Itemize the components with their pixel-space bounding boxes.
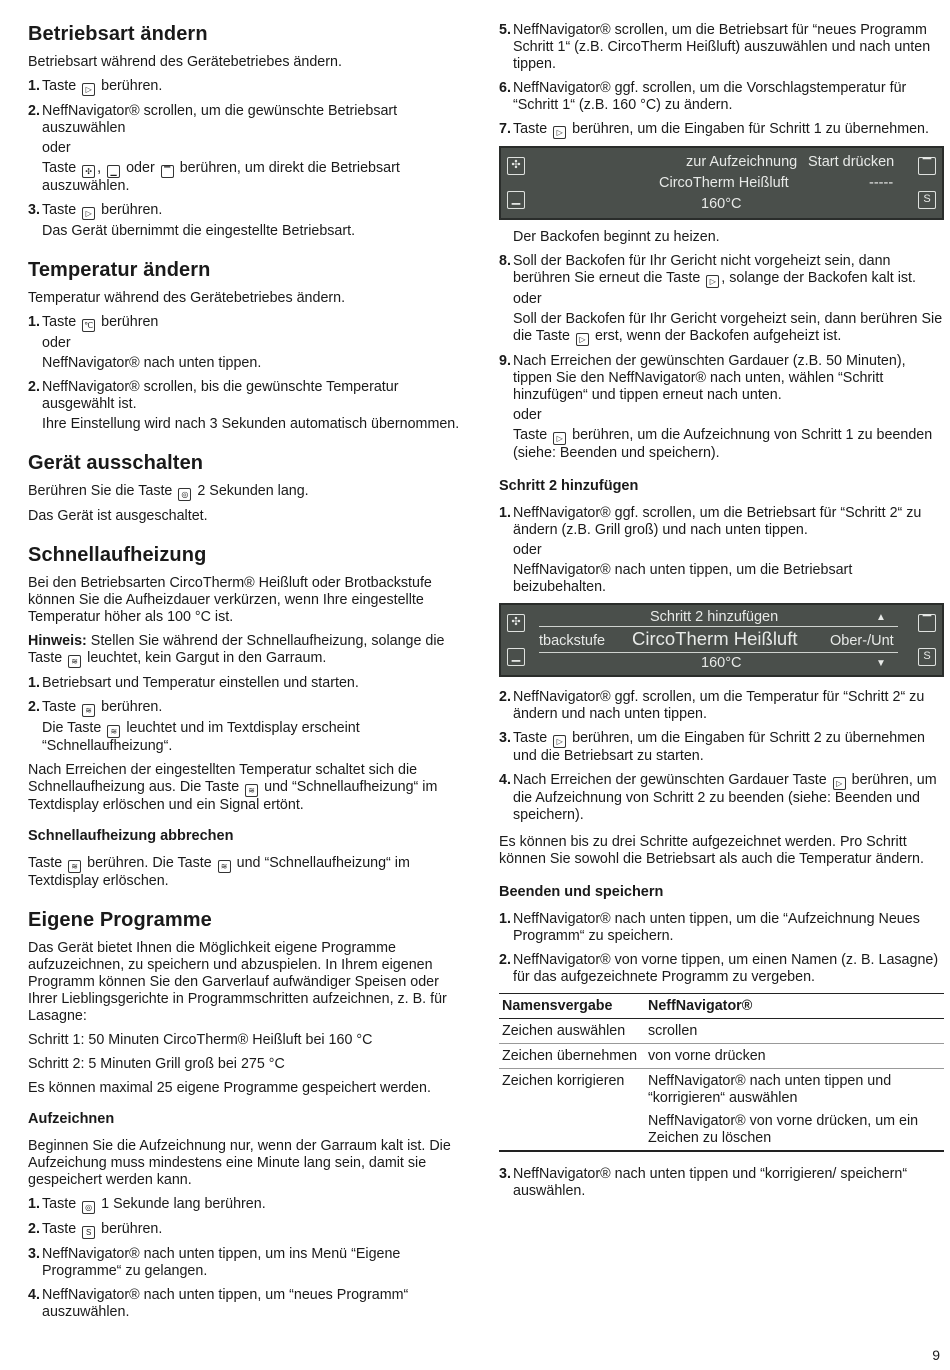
start-key-icon: ▷ [576,333,589,346]
start-key-icon: ▷ [82,83,95,96]
step-5: 5. NeffNavigator® scrollen, um die Betriebsart für “neues Programm Schritt 1“ (z.B. CircoTherm Heißluft) auszuwählen und nach unten tippen. [499,22,931,72]
rapid-heat-icon: ≋ [245,784,258,797]
step-2: 2. NeffNavigator® von vorne tippen, um einen Namen (z. B. Lasagne) für das aufgezeichnete Programm zu vergeben. [499,952,939,985]
s-key-icon: S [918,648,936,666]
subheading-schritt-2: Schritt 2 hinzufügen [499,478,639,494]
display-text: CircoTherm Heißluft [659,175,789,191]
step-2: 2. NeffNavigator® scrollen, bis die gewünschte Temperatur ausgewählt ist. Ihre Einstellung wird nach 3 Sekunden automatisch übernommen. [28,379,460,432]
display-temperature: 160°C [701,655,742,671]
display-text: Schritt 2 hinzufügen [650,609,779,625]
step-1: 1. Taste ▷ berühren. [28,78,163,94]
step-1: 1. Betriebsart und Temperatur einstellen und starten. [28,675,359,691]
subheading-aufzeichnen: Aufzeichnen [28,1111,115,1127]
heading-schnellaufheizung: Schnellaufheizung [28,544,207,566]
start-key-icon: ▷ [833,777,846,790]
start-key-icon: ▷ [553,735,566,748]
subheading-beenden: Beenden und speichern [499,884,664,900]
start-key-icon: ▷ [553,126,566,139]
step-1: 1. Taste ℃ berühren oder NeffNavigator® nach unten tippen. [28,314,262,371]
page-number: 9 [932,1347,940,1363]
display-text: Start drücken [808,154,895,170]
subheading-abbrechen: Schnellaufheizung abbrechen [28,828,234,844]
start-key-icon: ▷ [82,207,95,220]
start-key-icon: ▷ [706,275,719,288]
table-row: Zeichen übernehmen von vorne drücken [499,1044,944,1069]
heading-temperatur: Temperatur ändern [28,259,211,281]
step-7: 7. Taste ▷ berühren, um die Eingaben für Schritt 1 zu übernehmen. [499,121,929,137]
step-2: 2. Taste ≋ berühren. Die Taste ≋ leuchtet und im Textdisplay erscheint “Schnellaufheizung“. [28,699,360,754]
table-header: Namensvergabe NeffNavigator® [499,994,944,1019]
step-4: 4. Nach Erreichen der gewünschten Gardauer Taste ▷ berühren, um die Aufzeichnung von Schritt 2 zu beenden (siehe: Beenden und speichern). [499,772,937,823]
arrow-down-icon: ▼ [876,658,886,669]
top-heat-icon: ▔ [918,157,936,175]
step-3: 3. Taste ▷ berühren. Das Gerät übernimmt die eingestellte Betriebsart. [28,202,356,239]
step-1: 1. Taste ◎ 1 Sekunde lang berühren. [28,1196,266,1212]
display-divider [539,652,898,653]
step-3: 3. Taste ▷ berühren, um die Eingaben für Schritt 2 zu übernehmen und die Betriebsart zu starten. [499,730,926,764]
display-divider [539,626,898,627]
fan-icon: ✣ [507,157,525,175]
table-row: Zeichen auswählen scrollen [499,1019,944,1044]
hint: Hinweis: Stellen Sie während der Schnellaufheizung, solange die Taste ≋ leuchtet, kein Gargut in den Garraum. [28,633,445,666]
top-heat-icon: ▔ [918,614,936,632]
rapid-heat-icon: ≋ [82,704,95,717]
bottom-heat-icon: ▁ [507,648,525,666]
step-8: 8. Soll der Backofen für Ihr Gericht nicht vorgeheizt sein, dann berühren Sie erneut die Taste ▷ , solange der Backofen kalt ist. oder Soll der Backofen für Ihr Gericht vorgeheizt sein, dann berühren Sie die Taste ▷ erst, wenn der Backofen aufgeheizt ist. [499,253,943,344]
step-3: 3. NeffNavigator® nach unten tippen und “korrigieren/ speichern“ auswählen. [499,1166,908,1199]
step-2: 2. NeffNavigator® ggf. scrollen, um die Temperatur für “Schritt 2“ zu ändern und nach unten tippen. [499,689,925,722]
display-text: ----- [869,175,894,191]
fan-icon: ✣ [82,165,95,178]
oven-display-2 [499,603,944,677]
intro-betriebsart: Betriebsart während des Gerätebetriebes ändern. [28,54,342,70]
bottom-heat-icon: ▁ [107,165,120,178]
table-row: Zeichen korrigieren NeffNavigator® nach unten tippen und “korrigieren“ auswählen NeffNavigator® von vorne drücken, um ein Zeichen zu löschen [499,1069,944,1152]
step-1: 1. NeffNavigator® ggf. scrollen, um die Betriebsart für “Schritt 2“ zu ändern (z.B. Grill groß) und nach unten tippen. oder NeffNavigator® nach unten tippen, um die Betriebsart beizubehalten. [499,505,922,595]
rapid-heat-icon: ≋ [218,860,231,873]
rapid-heat-icon: ≋ [68,860,81,873]
display-text: zur Aufzeichnung [686,154,798,170]
rapid-heat-icon: ≋ [107,725,120,738]
step-9: 9. Nach Erreichen der gewünschten Gardauer (z.B. 50 Minuten), tippen Sie den NeffNavigator® nach unten, wählen “Schritt hinzufügen“ und tippen erneut nach unten. oder Taste ▷ berühren, um die Aufzeichnung von Schritt 1 zu beenden (siehe: Beenden und speichern). [499,353,933,461]
step-4: 4. NeffNavigator® nach unten tippen, um “neues Programm“ auszuwählen. [28,1287,409,1320]
step-7-result: Der Backofen beginnt zu heizen. [513,229,720,245]
temperature-key-icon: ℃ [82,319,95,332]
power-icon: ◎ [82,1201,95,1214]
naming-table [499,993,944,1152]
step-3: 3. NeffNavigator® nach unten tippen, um ins Menü “Eigene Programme“ zu gelangen. [28,1246,401,1279]
top-heat-icon: ▔ [161,165,174,178]
arrow-up-icon: ▲ [876,612,886,623]
step-6: 6. NeffNavigator® ggf. scrollen, um die Vorschlagstemperatur für “Schritt 1“ (z.B. 160 °C) zu ändern. [499,80,907,113]
start-key-icon: ▷ [553,432,566,445]
display-temperature: 160°C [701,196,742,212]
heading-ausschalten: Gerät ausschalten [28,452,204,474]
right-column: 5. NeffNavigator® scrollen, um die Betriebsart für “neues Programm Schritt 1“ (z.B. CircoTherm Heißluft) auszuwählen und nach unten tippen. 6. NeffNavigator® ggf. scrollen, um die Vorschlagstemperatur für “Schritt 1“ (z.B. 160 °C) zu ändern. 7. Taste ▷ berühren, um die Eingaben für Schritt 1 zu übernehmen. ✣ ▁ ▔ S zur Aufzeichnung Start drücken CircoTherm Heißluft ----- 160°C Der Backofen beginnt zu heizen. 8. Soll der Backofen für Ihr Gericht nicht vorgeheizt sein, dann berühren Sie erneut die Taste ▷ , solange der Backofen kalt ist. oder Soll der Backofen für Ihr Gericht vorgeheizt sein, dann berühren Sie die Taste ▷ erst, wenn der Backofen aufgeheizt ist. 9. Nach Erreichen der gewünschten Gardauer (z.B. 50 Minuten), tippen Sie den NeffNavigator® nach unten, wählen “Schritt hinzufügen“ und tippen erneut nach unten. oder Taste ▷ berühren, um die Aufzeichnung von Schritt 1 zu beenden (siehe: Beenden und speichern). Schritt 2 hinzufügen 1. NeffNavigator® ggf. scrollen, um die Betriebsart für “Schritt 2“ zu ändern (z.B. Grill groß) und nach unten tippen. oder NeffNavigator® nach unten tippen, um die Betriebsart beizubehalten. ✣ ▁ ▔ S Schritt 2 hinzufügen ▲ tbackstufe CircoTherm Heißluft Ober-/Unt 160°C ▼ 2. NeffNavigator® ggf. scrollen, um die Temperatur für “Schritt 2“ zu ändern und nach unten tippen. 3. Taste ▷ berühren, um die Eingaben für Schritt 2 zu übernehmen und die Betriebsart zu starten. 4. Nach Erreichen der gewünschten Gardauer Taste ▷ berühren, um die Aufzeichnung von Schritt 2 zu beenden (siehe: Beenden und speichern). Es können bis zu drei Schritte aufgezeichnet werden. Pro Schritt können Sie sowohl die Betriebsart als auch die Temperatur ändern. Beenden und speichern 1. NeffNavigator® nach unten tippen, um die “Aufzeichnung Neues Programm“ zu speichern. 2. NeffNavigator® von vorne tippen, um einen Namen (z. B. Lasagne) für das aufgezeichnete Programm zu vergeben. Namensvergabe NeffNavigator® Zeichen auswählen scrollen Zeichen übernehmen von vorne drücken Zeichen korrigieren NeffNavigator® nach unten tippen und “korrigieren“ auswählen NeffNavigator® von vorne drücken, um ein Zeichen zu löschen 3. NeffNavigator® nach unten tippen und “korrigieren/ speichern“ auswählen. [499,22,943,1199]
step-2: 2. NeffNavigator® scrollen, um die gewünschte Betriebsart auszuwählen oder Taste ✣ , ▁ oder ▔ berühren, um direkt die Betriebsart auszuwählen. [28,103,400,194]
fan-icon: ✣ [507,614,525,632]
heading-betriebsart: Betriebsart ändern [28,23,208,45]
s-key-icon: S [82,1226,95,1239]
display-text: tbackstufe [539,633,606,649]
bottom-heat-icon: ▁ [507,191,525,209]
heading-eigene-programme: Eigene Programme [28,909,212,931]
power-icon: ◎ [178,488,191,501]
step-1: 1. NeffNavigator® nach unten tippen, um die “Aufzeichnung Neues Programm“ zu speichern. [499,911,920,944]
oven-display-1 [499,146,944,220]
s-key-icon: S [918,191,936,209]
left-column: Betriebsart ändern Betriebsart während des Gerätebetriebes ändern. 1. Taste ▷ berühren. 2. NeffNavigator® scrollen, um die gewünschte Betriebsart auszuwählen oder Taste ✣ , ▁ oder ▔ berühren, um direkt die Betriebsart auszuwählen. 3. Taste ▷ berühren. Das Gerät übernimmt die eingestellte Betriebsart. Temperatur ändern Temperatur während des Gerätebetriebes ändern. 1. Taste ℃ berühren oder NeffNavigator® nach unten tippen. 2. NeffNavigator® scrollen, bis die gewünschte Temperatur ausgewählt ist. Ihre Einstellung wird nach 3 Sekunden automatisch übernommen. Gerät ausschalten Berühren Sie die Taste ◎ 2 Sekunden lang. Das Gerät ist ausgeschaltet. Schnellaufheizung Bei den Betriebsarten CircoTherm® Heißluft oder Brotbackstufe können Sie die Aufheizdauer verkürzen, wenn Ihre eingestellte Temperatur höher als 100 °C ist. Hinweis: Stellen Sie während der Schnellaufheizung, solange die Taste ≋ leuchtet, kein Gargut in den Garraum. 1. Betriebsart und Temperatur einstellen und starten. 2. Taste ≋ berühren. Die Taste ≋ leuchtet und im Textdisplay erscheint “Schnellaufheizung“. Nach Erreichen der eingestellten Temperatur schaltet sich die Schnellaufheizung aus. Die Taste ≋ und “Schnellaufheizung“ im Textdisplay erlöschen und ein Signal ertönt. Schnellaufheizung abbrechen Taste ≋ berühren. Die Taste ≋ und “Schnellaufheizung“ im Textdisplay erlöschen. Eigene Programme Das Gerät bietet Ihnen die Möglichkeit eigene Programme aufzuzeichnen, zu speichern und abzuspielen. In Ihrem eigenen Programm können Sie den Garverlauf aufwändiger Speisen oder Ihrer Lieblingsgerichte in Programmschritten aufzeichnen, z. B. für Lasagne: Schritt 1: 50 Minuten CircoTherm® Heißluft bei 160 °C Schritt 2: 5 Minuten Grill groß bei 275 °C Es können maximal 25 eigene Programme gespeichert werden. Aufzeichnen Beginnen Sie die Aufzeichnung nur, wenn der Garraum kalt ist. Die Aufzeichung muss mindestens eine Minute lang sein, damit sie gespeichert werden kann. 1. Taste ◎ 1 Sekunde lang berühren. 2. Taste S berühren. 3. NeffNavigator® nach unten tippen, um ins Menü “Eigene Programme“ zu gelangen. 4. NeffNavigator® nach unten tippen, um “neues Programm“ auszuwählen. [28,22,470,1328]
display-text: Ober-/Unt [830,633,894,649]
step-2: 2. Taste S berühren. [28,1221,163,1237]
display-selected-mode: CircoTherm Heißluft [632,628,798,649]
rapid-heat-icon: ≋ [68,655,81,668]
